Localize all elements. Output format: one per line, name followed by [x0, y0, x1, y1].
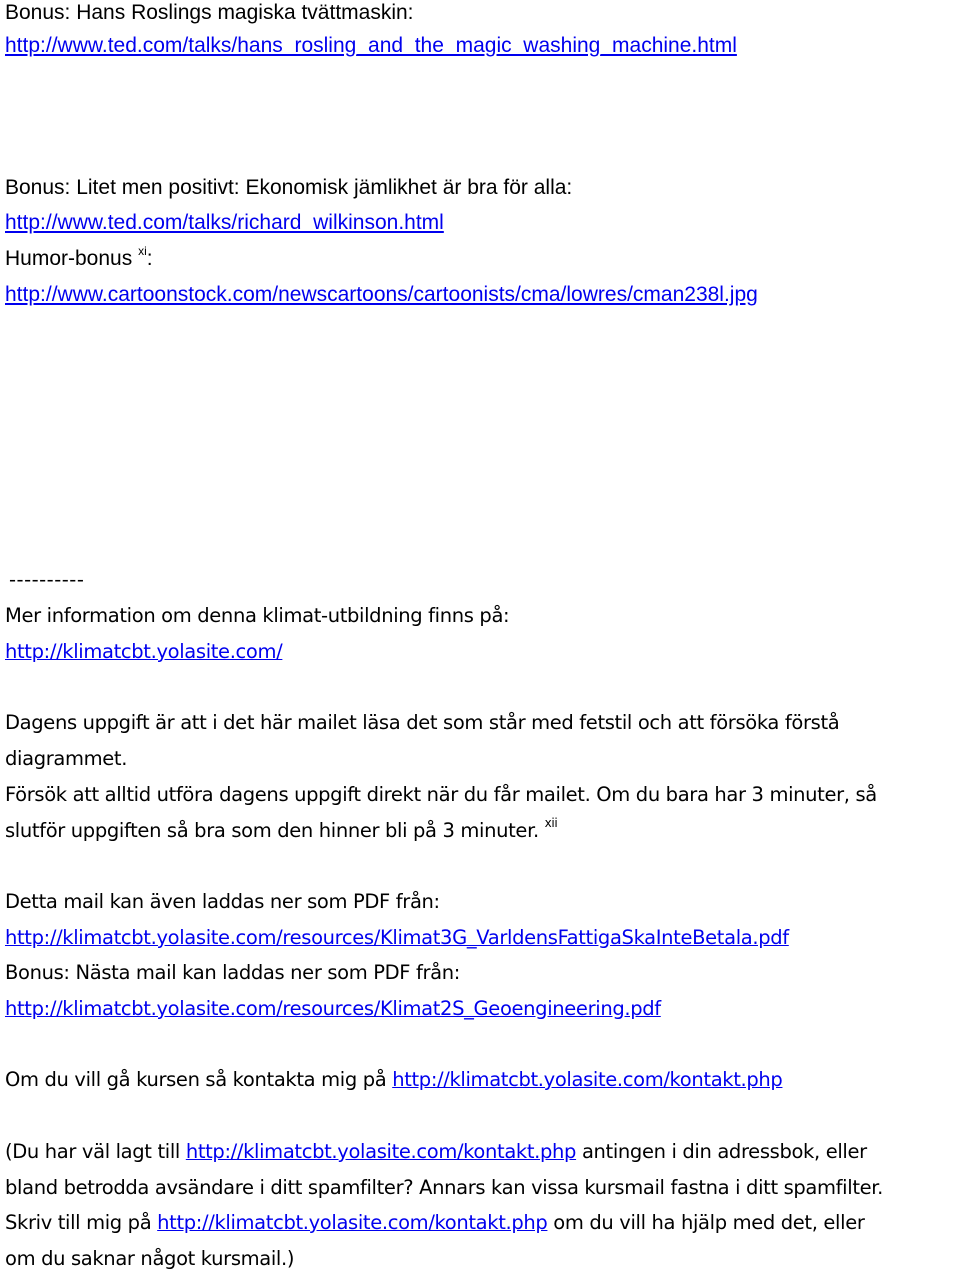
- endnote-xii[interactable]: xii: [544, 816, 558, 830]
- task-line-2: diagrammet.: [5, 747, 128, 770]
- next-pdf-link[interactable]: http://klimatcbt.yolasite.com/resources/Klimat2S_Geoengineering.pdf: [5, 997, 661, 1020]
- info-text: Mer information om denna klimat-utbildning finns på:: [5, 604, 510, 627]
- bonus-rosling-title: Bonus: Hans Roslings magiska tvättmaskin:: [5, 1, 414, 24]
- course-line: [5, 1067, 782, 1093]
- bonus-rosling-line: [5, 33, 737, 59]
- course-contact-link[interactable]: http://klimatcbt.yolasite.com/kontakt.php: [392, 1068, 783, 1091]
- endnote-xi[interactable]: xi: [138, 244, 147, 258]
- info-line: [5, 639, 282, 665]
- pdf-text: Detta mail kan även laddas ner som PDF från:: [5, 890, 440, 913]
- contact-line-1-after: antingen i din adressbok, eller: [581, 1140, 867, 1163]
- humor-bonus-colon: :: [146, 247, 153, 270]
- task-line-1: Dagens uppgift är att i det här mailet läsa det som står med fetstil och att försöka förstå: [5, 711, 840, 734]
- bonus-wilkinson-title: Bonus: Litet men positivt: Ekonomisk jämlikhet är bra för alla:: [5, 176, 573, 199]
- contact-link-2[interactable]: http://klimatcbt.yolasite.com/kontakt.php: [157, 1211, 548, 1234]
- task-line-4-text: slutför uppgiften så bra som den hinner bli på 3 minuter.: [5, 819, 539, 842]
- info-link[interactable]: http://klimatcbt.yolasite.com/: [5, 640, 283, 663]
- contact-line-3: [5, 1210, 865, 1236]
- contact-line-1: [5, 1139, 867, 1165]
- humor-cartoon-link[interactable]: http://www.cartoonstock.com/newscartoons/cartoonists/cma/lowres/cman238l.jpg: [5, 283, 758, 306]
- humor-bonus-heading: [5, 246, 153, 272]
- bonus-rosling-link[interactable]: http://www.ted.com/talks/hans_rosling_and_the_magic_washing_machine.html: [5, 34, 737, 57]
- task-line-3: Försök att alltid utföra dagens uppgift direkt när du får mailet. Om du bara har 3 minuter, så: [5, 783, 877, 806]
- contact-link-1[interactable]: http://klimatcbt.yolasite.com/kontakt.php: [185, 1140, 577, 1163]
- bonus-wilkinson-link[interactable]: http://www.ted.com/talks/richard_wilkinson.html: [5, 211, 444, 234]
- task-line-4: [5, 818, 557, 844]
- contact-line-1-before: (Du har väl lagt till: [5, 1140, 180, 1163]
- pdf-line: [5, 925, 789, 951]
- pdf-link[interactable]: http://klimatcbt.yolasite.com/resources/Klimat3G_VarldensFattigaSkaInteBetala.pdf: [5, 926, 789, 949]
- contact-line-3-before: Skriv till mig på: [5, 1211, 152, 1234]
- humor-bonus-label: Humor-bonus: [5, 247, 133, 270]
- separator-dashes: ----------: [9, 568, 85, 591]
- next-pdf-text: Bonus: Nästa mail kan laddas ner som PDF från:: [5, 961, 461, 984]
- contact-line-4: om du saknar något kursmail.): [5, 1247, 295, 1270]
- course-text: Om du vill gå kursen så kontakta mig på: [5, 1068, 387, 1091]
- humor-bonus-line: [5, 282, 758, 308]
- next-pdf-line: [5, 996, 661, 1022]
- contact-line-2: bland betrodda avsändare i ditt spamfilter? Annars kan vissa kursmail fastna i ditt spamfilter.: [5, 1176, 883, 1199]
- contact-line-3-after: om du vill ha hjälp med det, eller: [553, 1211, 865, 1234]
- bonus-wilkinson-line: [5, 210, 444, 236]
